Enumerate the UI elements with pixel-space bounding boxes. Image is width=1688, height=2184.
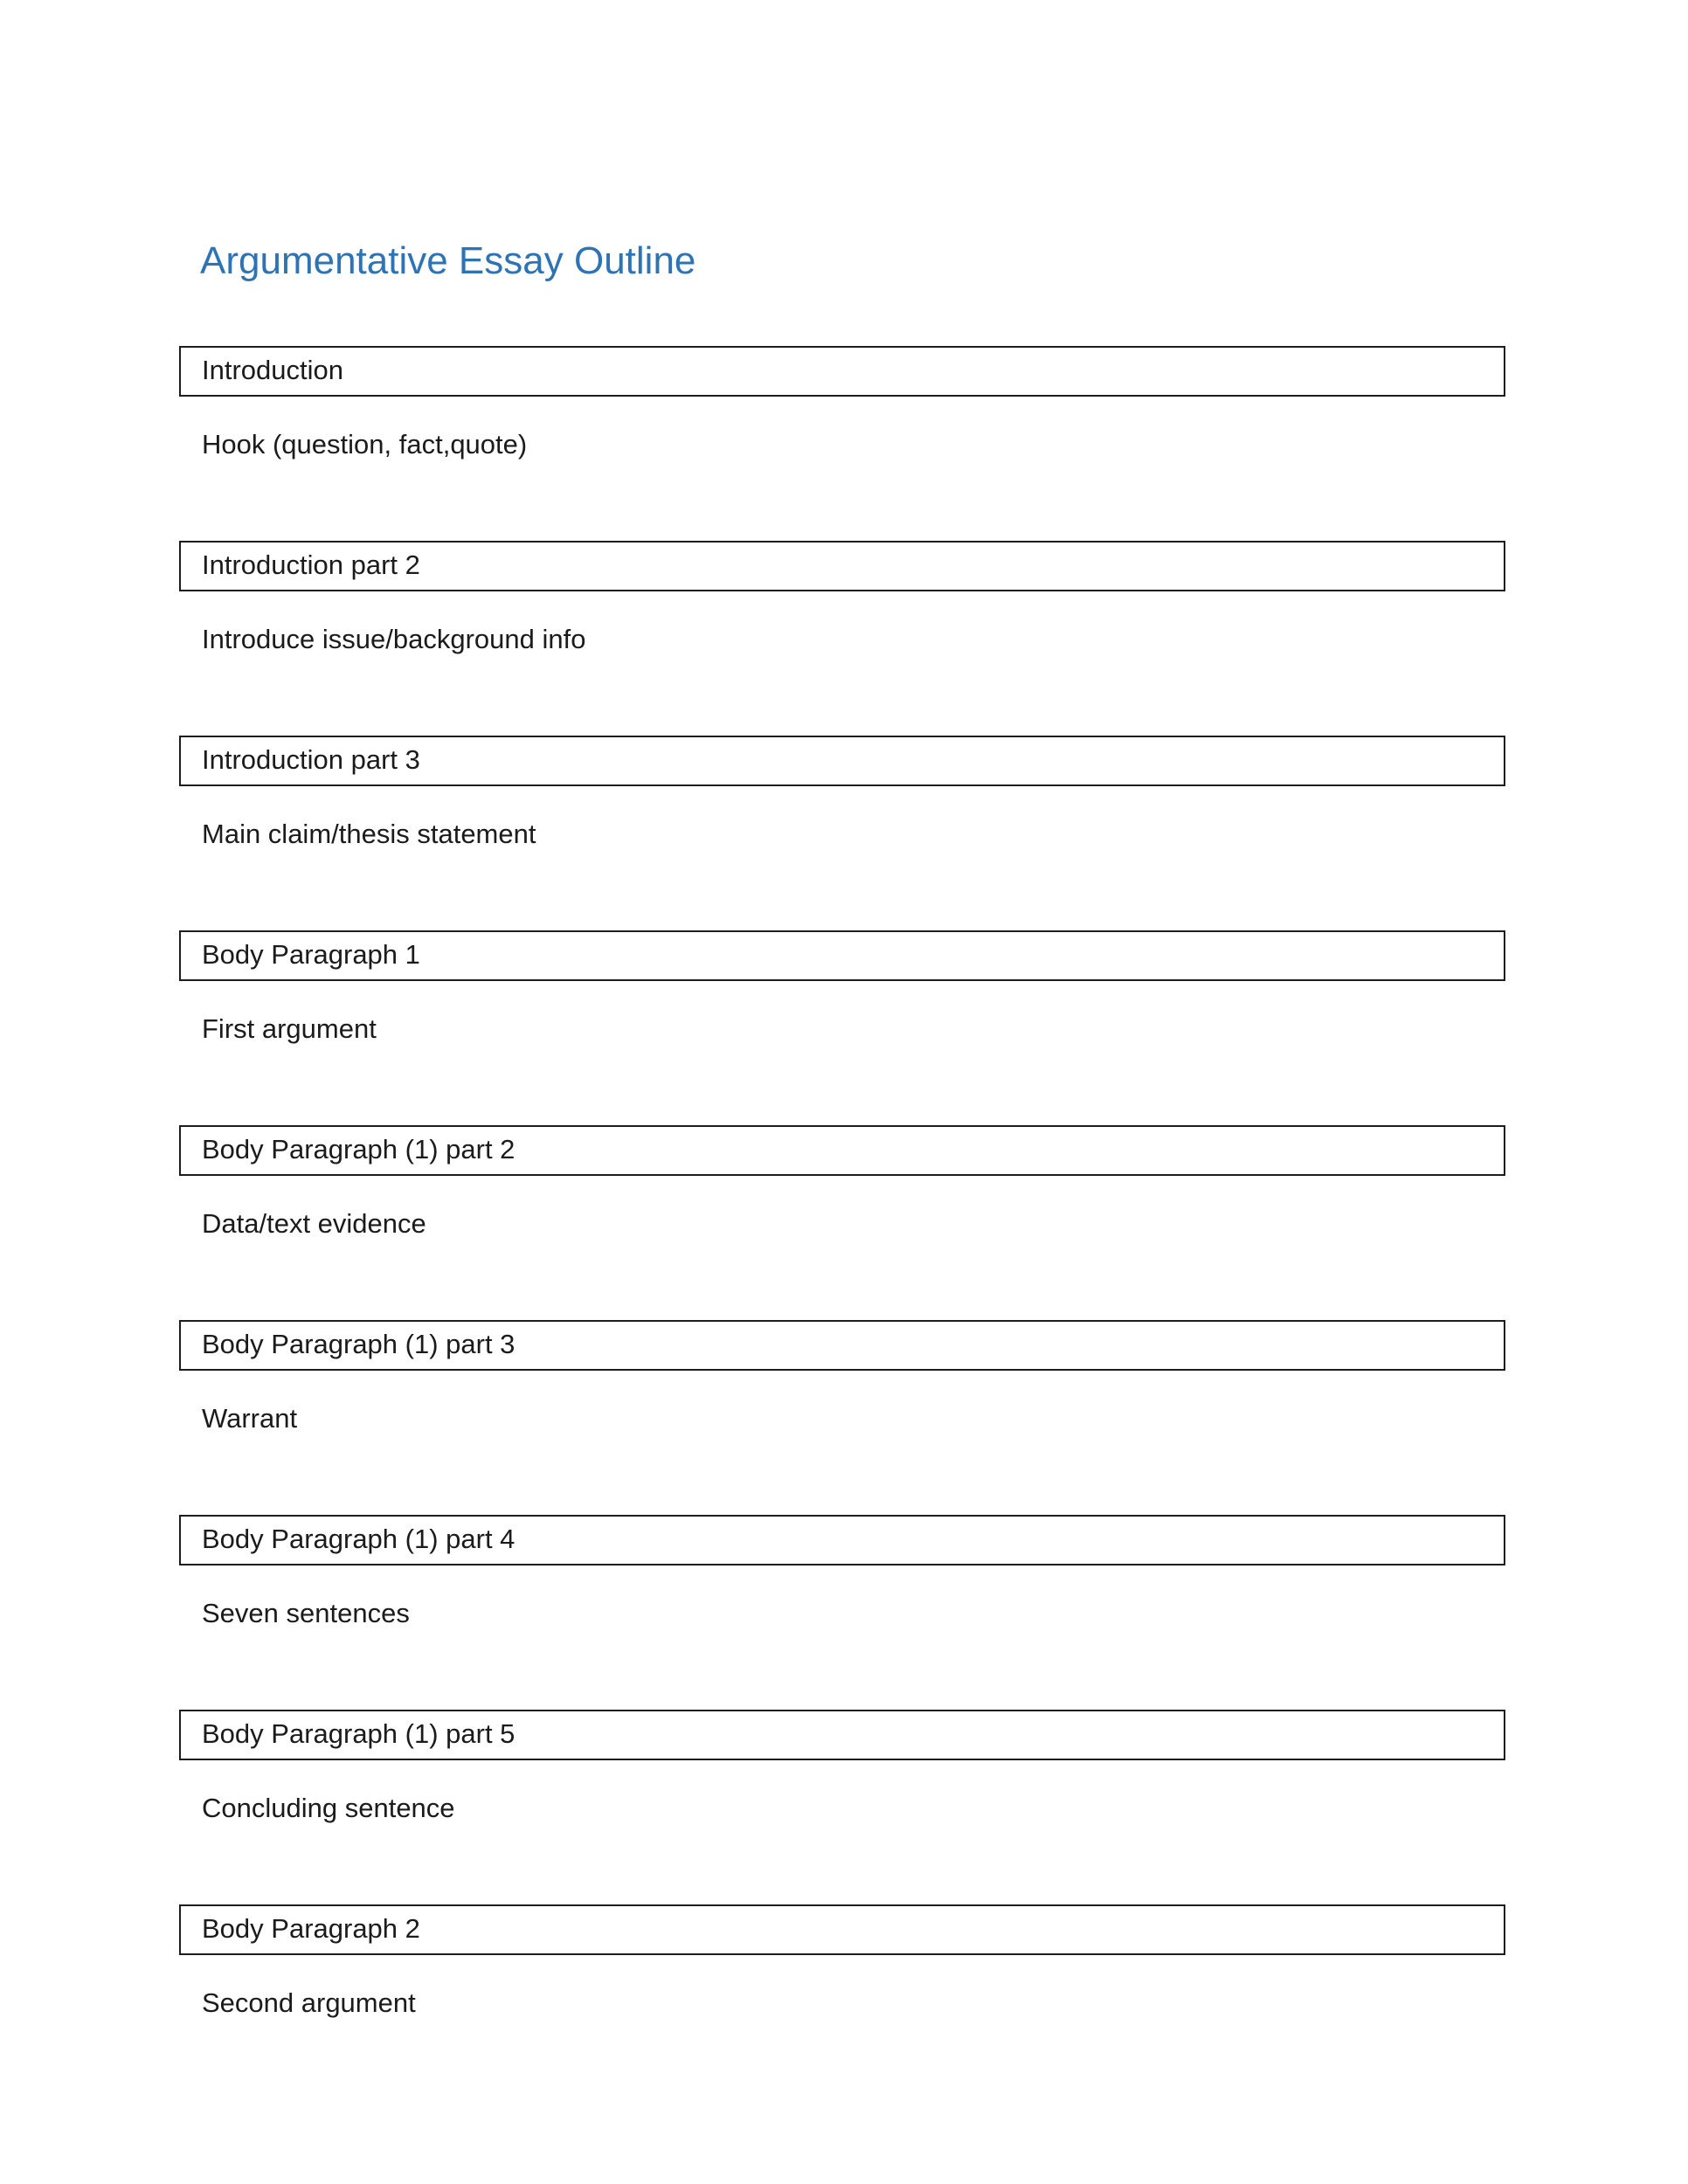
section-detail: Seven sentences xyxy=(202,1598,410,1628)
section-detail: Data/text evidence xyxy=(202,1208,426,1239)
section-heading-box xyxy=(179,1320,1505,1371)
outline-section xyxy=(179,346,1505,463)
outline-section xyxy=(179,1125,1505,1242)
section-heading: Introduction xyxy=(202,355,343,385)
section-heading: Body Paragraph (1) part 5 xyxy=(202,1718,515,1749)
section-detail: First argument xyxy=(202,1013,377,1044)
section-detail: Second argument xyxy=(202,1987,416,2018)
section-heading-box xyxy=(179,930,1505,981)
outline-section xyxy=(179,1710,1505,1827)
section-detail: Concluding sentence xyxy=(202,1793,455,1823)
section-heading-box xyxy=(179,1904,1505,1955)
section-heading: Introduction part 2 xyxy=(202,549,420,580)
outline-sections xyxy=(179,346,1688,2022)
section-heading-box xyxy=(179,736,1505,786)
page-title: Argumentative Essay Outline xyxy=(200,239,696,282)
section-heading-box xyxy=(179,1125,1505,1176)
outline-section xyxy=(179,1515,1505,1632)
outline-section xyxy=(179,930,1505,1047)
outline-section xyxy=(179,1320,1505,1437)
section-heading-box xyxy=(179,1515,1505,1565)
section-detail: Warrant xyxy=(202,1403,298,1434)
outline-section xyxy=(179,1904,1505,2022)
section-heading: Body Paragraph 1 xyxy=(202,939,420,970)
section-heading: Body Paragraph (1) part 2 xyxy=(202,1134,515,1165)
section-heading-box xyxy=(179,346,1505,397)
section-heading: Body Paragraph (1) part 4 xyxy=(202,1524,515,1554)
section-detail: Main claim/thesis statement xyxy=(202,819,536,849)
section-heading-box xyxy=(179,1710,1505,1760)
section-heading-box xyxy=(179,541,1505,591)
section-heading: Body Paragraph 2 xyxy=(202,1913,420,1944)
section-heading: Body Paragraph (1) part 3 xyxy=(202,1329,515,1359)
section-detail: Introduce issue/background info xyxy=(202,624,586,654)
outline-section xyxy=(179,736,1505,853)
section-heading: Introduction part 3 xyxy=(202,744,420,775)
section-detail: Hook (question, fact,quote) xyxy=(202,429,528,460)
outline-section xyxy=(179,541,1505,658)
